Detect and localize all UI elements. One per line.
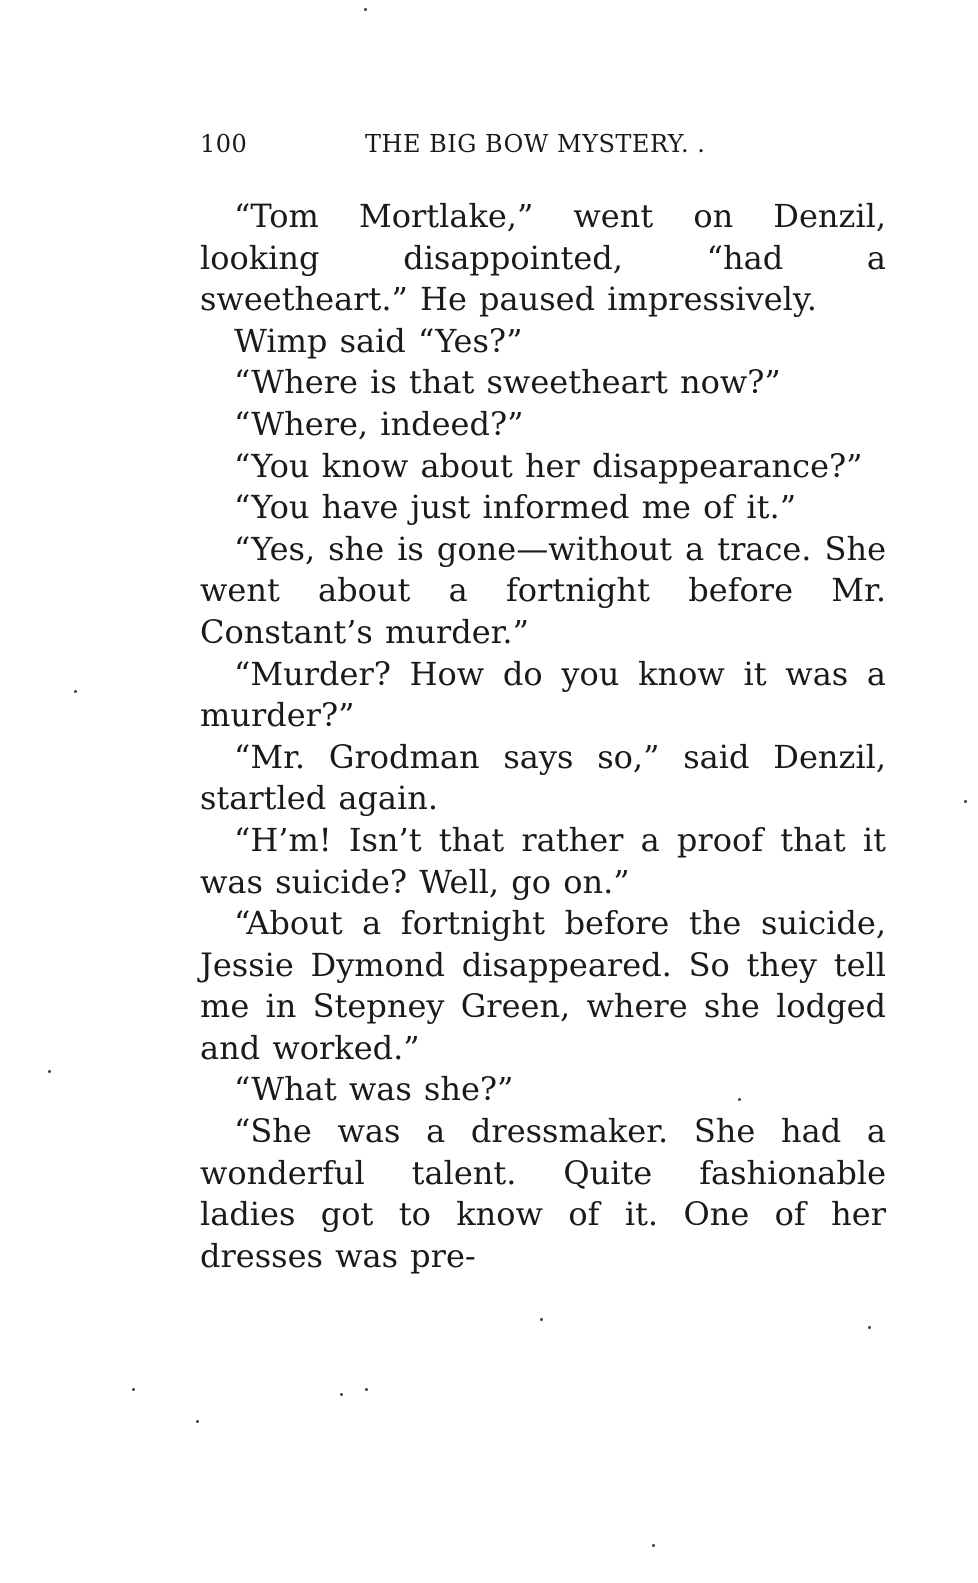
paragraph: “Mr. Grodman says so,” said Denzil, startled again.: [200, 737, 886, 818]
paragraph: “Tom Mortlake,” went on Denzil, looking disappointed, “had a sweetheart.” He paused impressively.: [200, 197, 886, 319]
paragraph: “She was a dressmaker. She had a wonderful talent. Quite fashionable ladies got to know of it. One of her dresses was pre-: [200, 1112, 886, 1275]
speck: [964, 800, 967, 803]
page-number: 100: [200, 130, 248, 158]
speck: [74, 690, 77, 693]
speck: [364, 8, 367, 11]
page-header: [200, 130, 890, 164]
body-text: [200, 196, 886, 1277]
paragraph: “You have just informed me of it.”: [234, 488, 797, 527]
speck: [540, 1318, 543, 1321]
paragraph: “What was she?”: [234, 1070, 514, 1109]
paragraph: “Yes, she is gone—without a trace. She went about a fortnight before Mr. Constant’s murder.”: [200, 529, 886, 651]
paragraph: Wimp said “Yes?”: [234, 321, 523, 360]
speck: [652, 1544, 655, 1547]
paragraph: “Where, indeed?”: [234, 404, 524, 443]
speck: [132, 1388, 135, 1391]
paragraph: “Murder? How do you know it was a murder?”: [200, 654, 886, 735]
speck: [365, 1388, 368, 1391]
paragraph: “Where is that sweetheart now?”: [234, 363, 781, 402]
speck: [48, 1070, 51, 1073]
speck: [868, 1326, 871, 1329]
speck: [738, 1098, 741, 1101]
paragraph: “You know about her disappearance?”: [234, 446, 863, 485]
paragraph: “About a fortnight before the suicide, Jessie Dymond disappeared. So they tell me in Stepney Green, where she lodged and worked.”: [200, 904, 886, 1067]
paragraph: “H’m! Isn’t that rather a proof that it was suicide? Well, go on.”: [200, 820, 886, 901]
speck: [340, 1393, 343, 1396]
speck: [196, 1420, 199, 1423]
running-title: THE BIG BOW MYSTERY. .: [365, 130, 706, 158]
